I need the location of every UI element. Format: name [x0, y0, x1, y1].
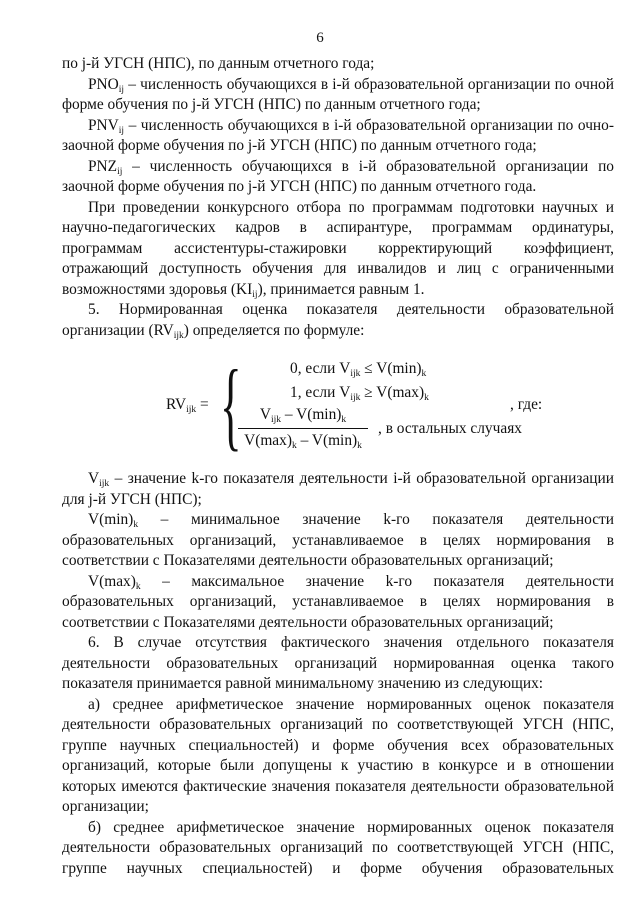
case2-k: k: [424, 393, 429, 403]
case1-k: k: [421, 369, 427, 379]
formula-brace: {: [220, 349, 242, 460]
document-body: [62, 54, 614, 879]
v-symbol: V: [88, 470, 100, 487]
pnv-subscript: ij: [118, 125, 125, 136]
pnz-subscript: ij: [117, 166, 123, 177]
formula-case-2: [290, 383, 429, 404]
page-number: 6: [316, 30, 324, 46]
ki-text-b: ), принимается равным 1.: [257, 280, 425, 298]
den-vmin: – V(min): [296, 431, 358, 449]
pnz-symbol: PNZ: [88, 157, 118, 175]
paragraph-item-6b: б) среднее арифметическое значение нормированных оценок показателя деятельности образовательных организаций по соответствующей УГСН (НПС, группе научных специальностей) и форме обучения образовательных: [62, 818, 614, 877]
case2-text: 1, если V: [290, 384, 351, 401]
formula-lhs-symbol: RV: [166, 396, 187, 413]
formula-equals: =: [196, 396, 209, 413]
pno-subscript: ij: [118, 84, 125, 95]
case1-text-b: ≤ V(min): [360, 360, 422, 377]
paragraph-ki-coefficient: [62, 198, 614, 301]
vmin-symbol: V(min): [88, 511, 134, 528]
vmax-subscript: k: [135, 581, 141, 592]
vmin-subscript: k: [133, 520, 139, 530]
pno-symbol: PNO: [88, 75, 119, 93]
item5-subscript: ijk: [173, 330, 184, 341]
pnz-definition: – численность обучающихся в i-й образовательной организации по заочной форме обучения по j-й УГСН (НПС) по данным отчетного года.: [62, 157, 614, 195]
formula-where: , где:: [510, 396, 543, 413]
v-definition: – значение k-го показателя деятельности i-й образовательной организации для j-й УГСН (НПС);: [62, 470, 614, 508]
paragraph-item-6a: а) среднее арифметическое значение нормированных оценок показателя деятельности образовательных организаций по соответствующей УГСН (НПС, группе научных специальностей) и форме обучения всех образовательных организаций, которые были допущены к участию в конкурсе и в отношении которых имеются фактические значения показателя деятельности образовательной организации;: [62, 695, 614, 815]
paragraph-continuation: по j-й УГСН (НПС), по данным отчетного года;: [62, 55, 375, 72]
num-v: V: [259, 406, 271, 423]
item5-text-b: ) определяется по формуле:: [183, 321, 365, 339]
v-subscript: ijk: [99, 479, 110, 489]
formula-lhs-subscript: ijk: [186, 405, 197, 415]
ki-subscript: ij: [252, 289, 258, 300]
den-k2: k: [357, 440, 362, 451]
definition-vmax: [62, 572, 614, 634]
case1-text: 0, если V: [290, 360, 351, 377]
formula-lhs: [166, 395, 209, 416]
ki-text-a: При проведении конкурсного отбора по программам подготовки научных и научно-педагогических кадров в аспирантуре, программам ординатуры, программам ассистентуры-стажировки корректирующий коэффициент, отражающий доступность обучения для инвалидов и лиц с ограниченными возможностями здоровья (KI: [62, 198, 614, 298]
definition-v: [62, 469, 614, 510]
num-k: k: [341, 415, 347, 425]
pnv-definition: – численность обучающихся в i-й образовательной организации по очно-заочной форме обучения по j-й УГСН (НПС) по данным отчетного года;: [62, 116, 614, 154]
pnv-symbol: PNV: [88, 116, 119, 134]
formula-case-3: , в остальных случаях: [378, 420, 522, 437]
num-sub: ijk: [270, 415, 281, 425]
den-vmax: V(max): [244, 431, 292, 449]
formula-case-1: [290, 359, 426, 380]
num-vmin: – V(min): [280, 406, 342, 423]
paragraph-pnz: [62, 157, 614, 198]
case2-sub: ijk: [350, 393, 361, 403]
paragraph-pnv: [62, 116, 614, 157]
definition-vmin: [62, 510, 614, 572]
paragraph-pno: [62, 75, 614, 116]
paragraph-item-5: [62, 300, 614, 341]
rv-formula: [62, 349, 614, 461]
fraction-denominator: [238, 429, 368, 452]
paragraph-item-6: 6. В случае отсутствия фактического значения отдельного показателя деятельности образовательных организаций нормированная оценка такого показателя принимается равной минимальному значению из следующих:: [62, 634, 614, 692]
vmax-definition: – максимальное значение k-го показателя деятельности образовательных организаций, устанавливаемое в целях нормирования в соответствии с Показателями деятельности образовательных организаций;: [62, 572, 614, 631]
vmin-definition: – минимальное значение k-го показателя деятельности образовательных организаций, устанавливаемое в целях нормирования в соответствии с Показателями деятельности образовательных организаций;: [62, 511, 614, 569]
formula-fraction: [238, 405, 368, 451]
item5-text-a: 5. Нормированная оценка показателя деятельности образовательной организации (RV: [62, 301, 614, 339]
fraction-numerator: [238, 405, 368, 429]
pno-definition: – численность обучающихся в i-й образовательной организации по очной форме обучения по j-й УГСН (НПС) по данным отчетного года;: [62, 75, 614, 113]
den-k: k: [291, 440, 297, 451]
vmax-symbol: V(max): [88, 572, 136, 590]
case1-sub: ijk: [350, 369, 361, 379]
case2-text-b: ≥ V(max): [360, 384, 425, 401]
